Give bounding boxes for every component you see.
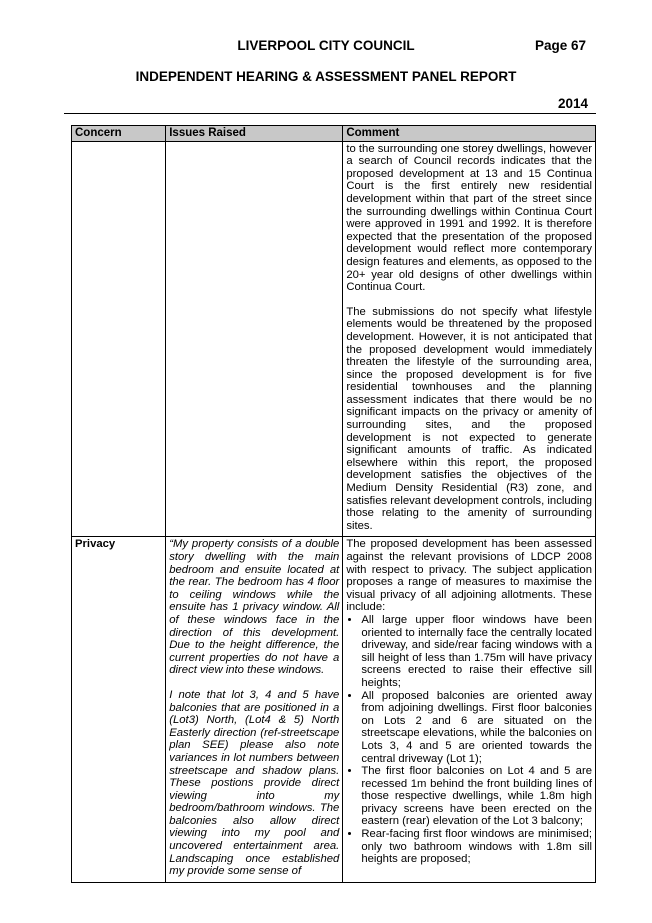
comment-bullet-list [346,614,592,866]
header-concern: Concern [72,126,166,142]
concern-cell [72,141,166,537]
page-header [0,38,652,54]
header-comment: Comment [343,126,596,142]
list-item: • All proposed balconies are oriented away from adjoining dwellings. First floor balconies on Lots 2 and 6 are situated on the streetscape elevations, while the balconies on Lots 3, 4 and 5 are oriented towards the central driveway (Lot 1); [361,690,592,766]
header-issues-raised: Issues Raised [166,126,343,142]
table-header-row [72,126,596,142]
comment-paragraph: The submissions do not specify what lifestyle elements would be threatened by the proposed development. However, it is not anticipated that the proposed development would immediately threaten the lifestyle of the surrounding area, since the proposed development is for five residential townhouses and the planning assessment indicates that there would be no significant impacts on the privacy or amenity of surrounding sites, and the proposed development is not expected to generate significant amounts of traffic. As indicated elsewhere within this report, the proposed development satisfies the objectives of the Medium Density Residential (R3) zone, and satisfies relevant development controls, including those relating to the amenity of surrounding sites. [346,305,592,532]
issues-paragraph: “My property consists of a double story dwelling with the main bedroom and ensuite located at the rear. The bedroom has 4 floor to ceiling windows while the ensuite has 1 privacy window. All of these windows face in the direction of this development. Due to the height difference, the current properties do not have a direct view into these windows. [169,538,340,677]
comment-paragraph: The proposed development has been assessed against the relevant provisions of LDCP 2008 with respect to privacy. The subject application proposes a range of measures to maximise the visual privacy of all adjoining allotments. These include: [346,538,592,614]
comment-paragraph: to the surrounding one storey dwellings, however a search of Council records indicates that the proposed development at 13 and 15 Continua Court is the first entirely new residential development within that part of the street since the surrounding dwellings within Continua Court were approved in 1991 and 1992. It is therefore expected that the presentation of the proposed development would reflect more contemporary design features and elements, as opposed to the 20+ year old designs of other dwellings within Continua Court. [346,142,592,294]
list-item: • The first floor balconies on Lot 4 and 5 are recessed 1m behind the front building lines of those respective dwellings, while 1.8m high privacy screens have been erected on the eastern (rear) elevation of the Lot 3 balcony; [361,765,592,828]
comment-cell [343,537,596,882]
council-name: LIVERPOOL CITY COUNCIL [237,38,415,53]
comment-cell [343,141,596,537]
table-row [72,537,596,882]
list-item: • Rear-facing first floor windows are minimised; only two bathroom windows with 1.8m sill heights are proposed; [361,828,592,866]
issues-cell [166,537,343,882]
header-divider [64,113,596,114]
issues-paragraph: I note that lot 3, 4 and 5 have balconies that are positioned in a (Lot3) North, (Lot4 & 5) North Easterly direction (ref-streetscape plan SEE) please also note variances in lot numbers between streetscape and shadow plans. These postions provide direct viewing into my bedroom/bathroom windows. The balconies also allow direct viewing into my pool and uncovered entertainment area. Landscaping once established my provide some sense of [169,688,340,878]
report-year: 2014 [557,96,588,111]
page-number: Page 67 [534,38,586,53]
issues-cell [166,141,343,537]
table-row [72,141,596,537]
list-item: • All large upper floor windows have been oriented to internally face the centrally located driveway, and side/rear facing windows with a sill height of less than 1.75m will have privacy screens erected to raise their effective sill heights; [361,614,592,690]
concerns-table [71,125,596,883]
concern-cell: Privacy [72,537,166,882]
report-title: INDEPENDENT HEARING & ASSESSMENT PANEL REPORT [135,69,517,84]
